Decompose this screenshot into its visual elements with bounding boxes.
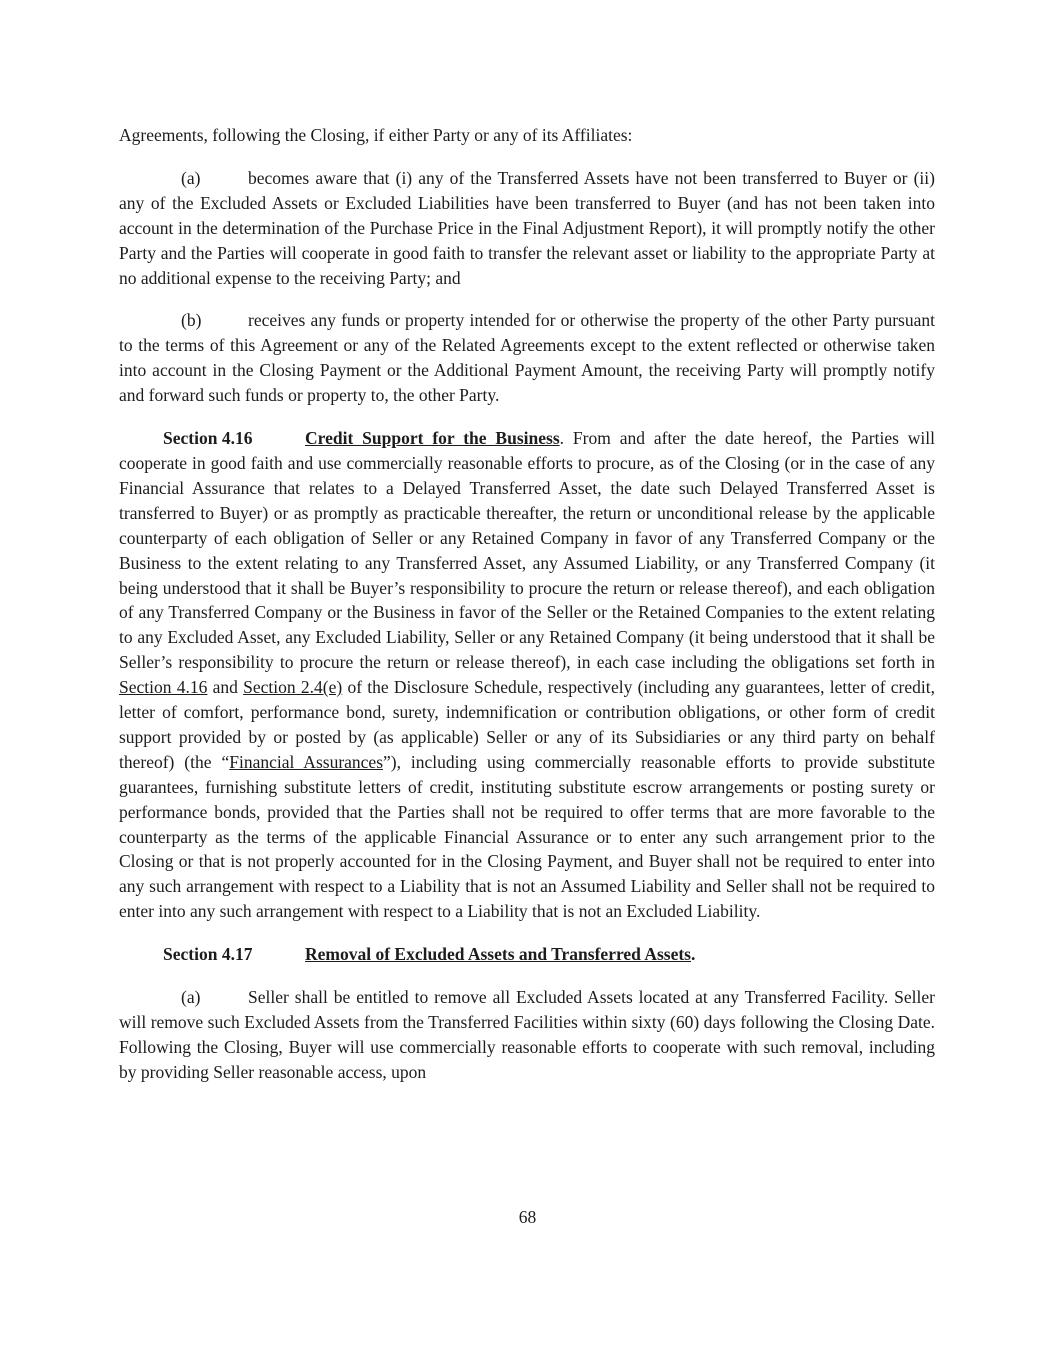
section-4-16-heading: Credit Support for the Business: [305, 428, 560, 449]
section-4-16-number: Section 4.16: [163, 428, 253, 449]
clause-label-b: (b): [181, 310, 202, 331]
cross-reference-section-4-16: Section 4.16: [119, 677, 208, 698]
section-4-17-heading: Removal of Excluded Assets and Transferred Assets: [305, 944, 691, 965]
clause-4-17-a-text: Seller shall be entitled to remove all Excluded Assets located at any Transferred Facility. Seller will remove such Excluded Assets from the Transferred Facilities within sixty (60) days following the Closing Date. Following the Closing, Buyer will use commercially reasonable efforts to cooperate with such removal, including by providing Seller reasonable access, upon: [119, 987, 935, 1082]
section-4-17-heading-paragraph: [119, 942, 935, 967]
paragraph-4-17-a: [119, 985, 935, 1085]
section-4-16-body-4: ”), including using commercially reasonable efforts to provide substitute guarantees, furnishing substitute letters of credit, instituting substitute escrow arrangements or posting surety or performance bonds, provided that the Parties shall not be required to offer terms that are more favorable to the counterparty as the terms of the applicable Financial Assurance or to enter any such arrangement prior to the Closing or that is not properly accounted for in the Closing Payment, and Buyer shall not be required to enter into any such arrangement with respect to a Liability that is not an Assumed Liability and Seller shall not be required to enter into any such arrangement with respect to a Liability that is not an Excluded Liability.: [119, 751, 935, 922]
clause-a-text: becomes aware that (i) any of the Transferred Assets have not been transferred to Buyer or (ii) any of the Excluded Assets or Excluded Liabilities have been transferred to Buyer (and has not been taken into account in the determination of the Purchase Price in the Final Adjustment Report), it will promptly notify the other Party and the Parties will cooperate in good faith to transfer the relevant asset or liability to the appropriate Party at no additional expense to the receiving Party; and: [119, 167, 935, 288]
paragraph-a: [119, 166, 935, 291]
clause-label-4-17-a: (a): [181, 987, 201, 1008]
paragraph-intro-continuation: [119, 123, 935, 148]
cross-reference-section-2-4e: Section 2.4(e): [243, 677, 343, 698]
clause-label-a: (a): [181, 167, 201, 188]
section-4-17-number: Section 4.17: [163, 944, 253, 965]
intro-text: Agreements, following the Closing, if either Party or any of its Affiliates:: [119, 125, 633, 145]
paragraph-b: [119, 308, 935, 408]
clause-b-text: receives any funds or property intended for or otherwise the property of the other Party pursuant to the terms of this Agreement or any of the Related Agreements except to the extent reflected or otherwise taken into account in the Closing Payment or the Additional Payment Amount, the receiving Party will promptly notify and forward such funds or property to, the other Party.: [119, 310, 935, 406]
section-4-17-heading-period: .: [690, 944, 696, 965]
defined-term-financial-assurances: Financial Assurances: [229, 751, 384, 772]
section-4-16-body-3: of the Disclosure Schedule, respectively (including any guarantees, letter of credit, letter of comfort, performance bond, surety, indemnification or contribution obligations, or other form of credit support provided by or posted by (as applicable) Seller or any of its Subsidiaries or any third party on behalf thereof) (the “: [119, 677, 935, 772]
section-4-16-body-2: and: [207, 677, 244, 698]
section-4-16-body-1: . From and after the date hereof, the Parties will cooperate in good faith and use commercially reasonable efforts to procure, as of the Closing (or in the case of any Financial Assurance that relates to a Delayed Transferred Asset, the date such Delayed Transferred Asset is transferred to Buyer) or as promptly as practicable thereafter, the return or unconditional release by the applicable counterparty of each obligation of Seller or any Retained Company in favor of any Transferred Company or the Business to the extent relating to any Transferred Asset, any Assumed Liability, or any Transferred Company (it being understood that it shall be Buyer’s responsibility to procure the return or release thereof), and each obligation of any Transferred Company or the Business in favor of the Seller or the Retained Companies to the extent relating to any Excluded Asset, any Excluded Liability, Seller or any Retained Company (it being understood that it shall be Seller’s responsibility to procure the return or release thereof), in each case including the obligations set forth in: [119, 428, 935, 673]
page-number: 68: [518, 1207, 537, 1227]
section-4-16-paragraph: [119, 426, 935, 924]
